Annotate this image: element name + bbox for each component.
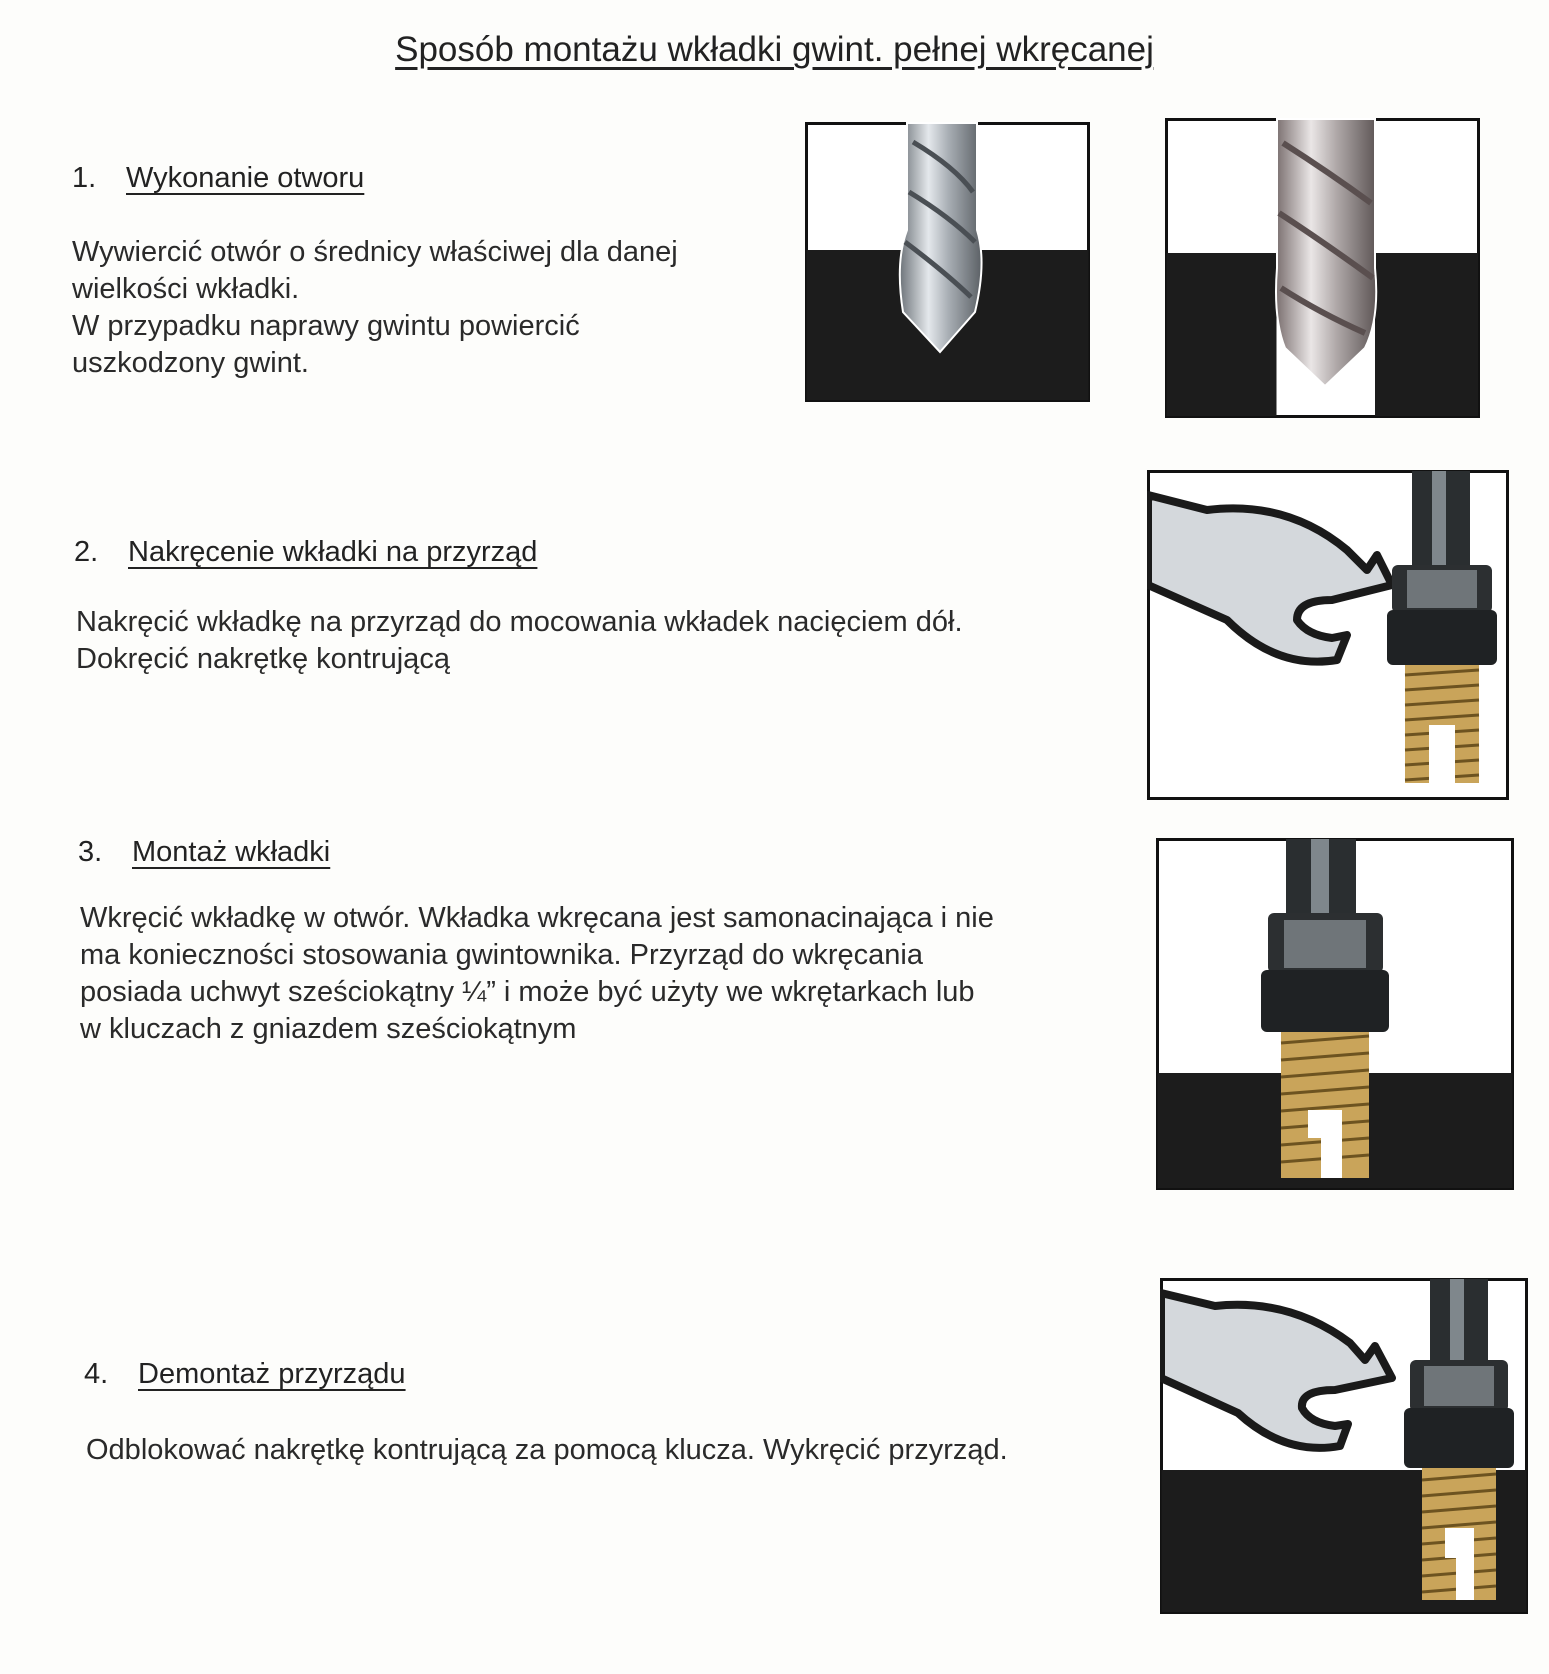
step-1-title: Wykonanie otworu <box>126 162 365 194</box>
drill-through-illustration <box>1165 118 1480 418</box>
step-1-line: wielkości wkładki. <box>72 273 300 305</box>
step-4-title: Demontaż przyrządu <box>138 1358 406 1390</box>
step-2-line: Nakręcić wkładkę na przyrząd do mocowania wkładek nacięciem dół. <box>76 606 963 638</box>
step-3-heading <box>78 836 330 869</box>
step-1-line: W przypadku naprawy gwintu powiercić <box>72 310 580 342</box>
insert-mounting-illustration <box>1156 838 1514 1190</box>
lock-nut <box>1261 913 1389 1032</box>
threaded-insert-icon <box>1281 1032 1369 1178</box>
step-4-line: Odblokować nakrętkę kontrującą za pomocą klucza. Wykręcić przyrząd. <box>86 1434 1008 1466</box>
tool-with-insert-illustration <box>1147 470 1509 800</box>
step-1-body <box>72 234 678 382</box>
step-3-line: ma konieczności stosowania gwintownika. Przyrząd do wkręcania <box>80 939 923 971</box>
tool-removal-illustration <box>1160 1278 1528 1614</box>
step-3-number: 3. <box>78 836 103 868</box>
lock-nut <box>1404 1360 1514 1468</box>
drill-bit-icon <box>1276 119 1376 386</box>
step-3-body <box>80 900 994 1048</box>
step-3-line: Wkręcić wkładkę w otwór. Wkładka wkręcana jest samonacinająca i nie <box>80 902 994 934</box>
step-4-body <box>86 1432 1008 1469</box>
drill-bit-icon <box>900 123 982 352</box>
step-2-heading <box>74 536 537 569</box>
document-title: Sposób montażu wkładki gwint. pełnej wkręcanej <box>395 30 1154 69</box>
lock-nut <box>1387 565 1497 665</box>
step-2-number: 2. <box>74 536 99 568</box>
step-4-number: 4. <box>84 1358 109 1390</box>
threaded-insert-icon <box>1405 665 1479 783</box>
step-1-line: uszkodzony gwint. <box>72 347 309 379</box>
step-2-body <box>76 604 963 678</box>
step-1-heading <box>72 162 364 195</box>
step-2-title: Nakręcenie wkładki na przyrząd <box>128 536 538 568</box>
step-3-title: Montaż wkładki <box>132 836 331 868</box>
step-1-line: Wywiercić otwór o średnicy właściwej dla danej <box>72 236 678 268</box>
step-3-line: w kluczach z gniazdem sześciokątnym <box>80 1013 577 1045</box>
step-2-line: Dokręcić nakrętkę kontrującą <box>76 643 450 675</box>
step-1-number: 1. <box>72 162 97 194</box>
step-4-heading <box>84 1358 406 1391</box>
drill-start-illustration <box>805 122 1090 402</box>
step-3-line: posiada uchwyt sześciokątny ¼” i może być użyty we wkrętarkach lub <box>80 976 975 1008</box>
threaded-insert-icon <box>1422 1468 1496 1600</box>
